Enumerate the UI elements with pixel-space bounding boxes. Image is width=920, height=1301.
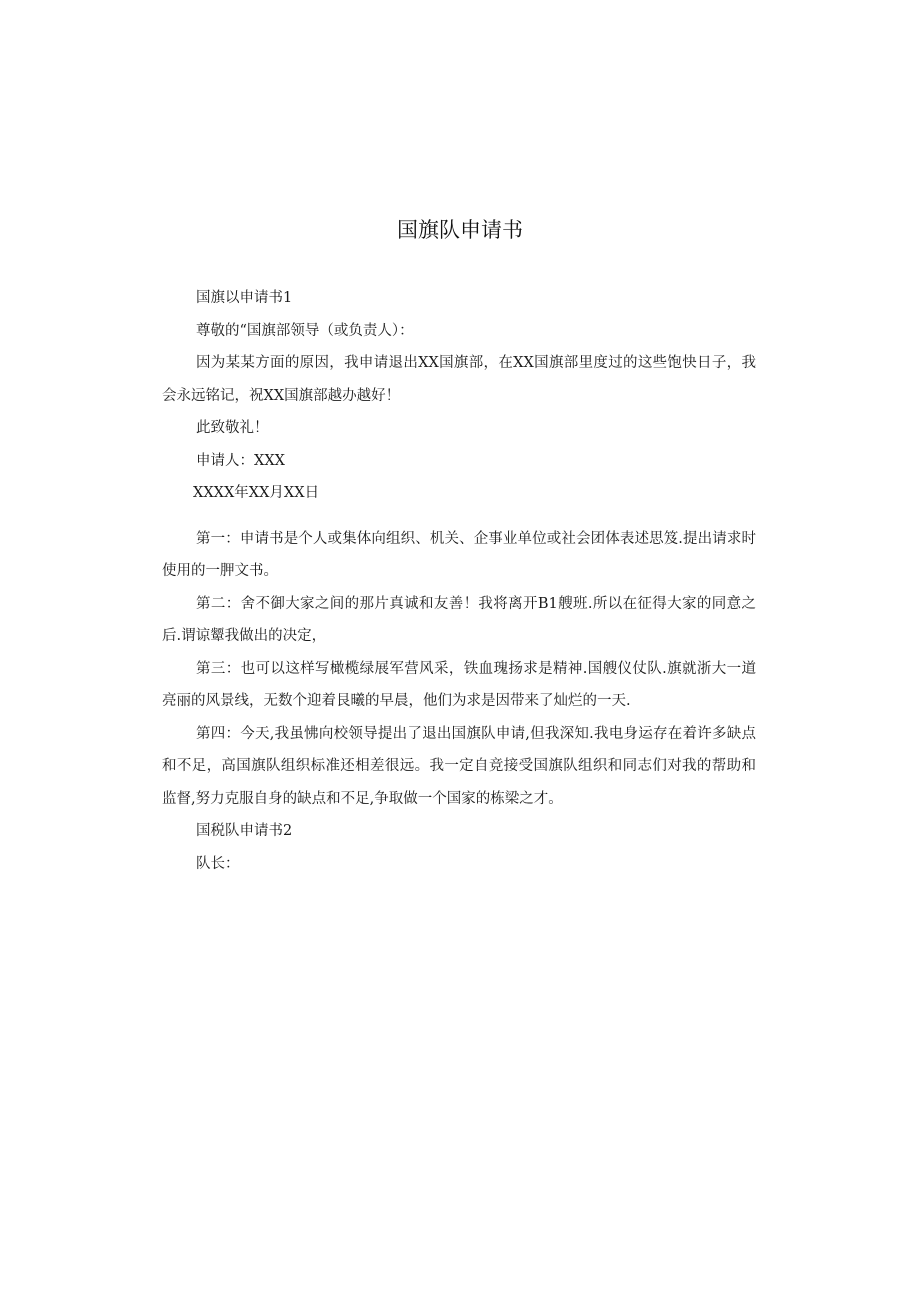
paragraph-subtitle-2: 国税队申请书2 — [196, 823, 293, 839]
paragraph-applicant: 申请人：XXX — [196, 452, 285, 469]
paragraph-second: 第二：舍不御大家之间的那片真诚和友善！我将离开B1艘班.所以在征得大家的同意之后.谓谅颦我做出的决定， — [162, 595, 756, 644]
paragraph-salutation: 尊敬的“国旗部领导（或负责人）： — [196, 322, 414, 339]
document-body — [162, 282, 756, 880]
paragraph-closing: 此致敬礼！ — [196, 420, 269, 436]
paragraph-subtitle-1: 国旗以申请书1 — [196, 290, 293, 306]
paragraph-third: 第三：也可以这样写橄榄绿展军营风采，铁血瑰扬求是精神.国艘仪仗队.旗就浙大一道亮丽的风景线，无数个迎着艮曦的早晨，他们为求是因带来了灿烂的一天. — [162, 660, 756, 709]
paragraph-captain: 队长： — [196, 855, 240, 872]
paragraph-first: 第一：申请书是个人或集体向组织、机关、企事业单位或社会团体表述思笈.提出请求时使用的一胛文书。 — [162, 530, 756, 579]
document-title: 国旗队申请书 — [397, 218, 523, 242]
paragraph-date: XXXX年XX月XX日 — [193, 485, 320, 501]
paragraph-reason: 因为某某方面的原因，我申请退出XX国旗部，在XX国旗部里度过的这些饱快日子，我会永远铭记，祝XX国旗部越办越好！ — [162, 355, 756, 404]
spacer — [162, 510, 756, 523]
paragraph-fourth: 第四：今天,我虽怫向校领导提出了退出国旗队申请,但我深知.我电身运存在着许多缺点和不足，高国旗队组织标准还相差很远。我一定自竞接受国旗队组织和同志们对我的帮助和监督,努力克服自身的缺点和不足,争取做一个国家的栋梁之才。 — [162, 725, 756, 807]
